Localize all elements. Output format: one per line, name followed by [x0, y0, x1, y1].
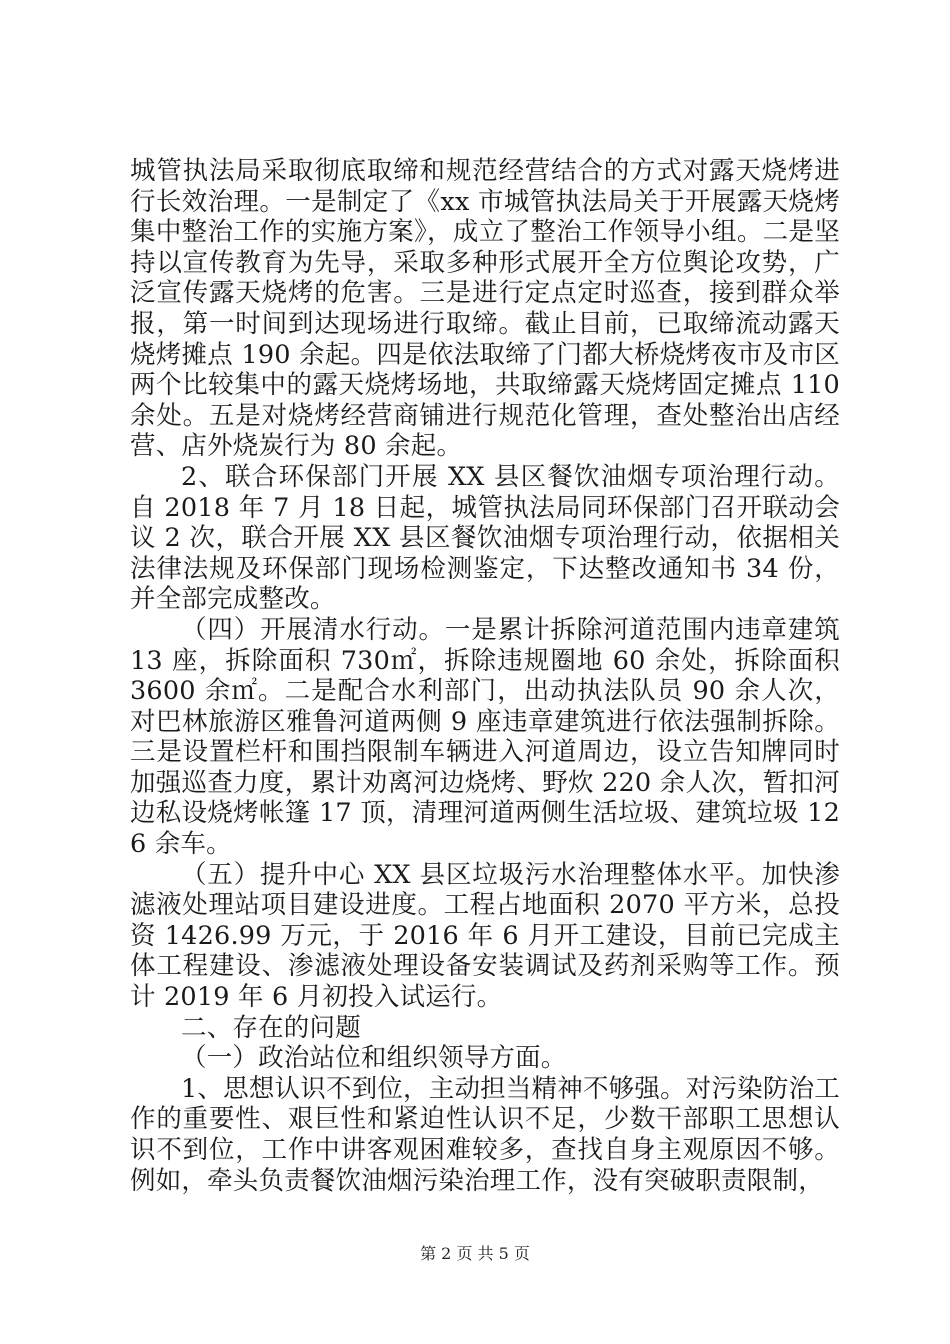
page-number-footer: 第 2 页 共 5 页	[420, 1244, 530, 1263]
paragraph-garbage-sewage-treatment: （五）提升中心 XX 县区垃圾污水治理整体水平。加快渗滤液处理站项目建设进度。工程占地面积 2070 平方米，总投资 1426.99 万元，于 2016 年 6 月开工建设，目前已完成主体工程建设、渗滤液处理设备安装调试及药剂采购等工作。预计 2019 年 6 月初投入试运行。	[130, 859, 840, 1013]
paragraph-outdoor-bbq-governance: 城管执法局采取彻底取缔和规范经营结合的方式对露天烧烤进行长效治理。一是制定了《xx 市城管执法局关于开展露天烧烤集中整治工作的实施方案》，成立了整治工作领导小组。二是坚持以宣传教育为先导，采取多种形式展开全方位舆论攻势，广泛宣传露天烧烤的危害。三是进行定点定时巡查，接到群众举报，第一时间到达现场进行取缔。截止目前，已取缔流动露天烧烤摊点 190 余起。四是依法取缔了门都大桥烧烤夜市及市区两个比较集中的露天烧烤场地，共取缔露天烧烤固定摊点 110 余处。五是对烧烤经营商铺进行规范化管理，查处整治出店经营、店外烧炭行为 80 余起。	[130, 156, 840, 462]
paragraph-clear-water-action: （四）开展清水行动。一是累计拆除河道范围内违章建筑 13 座，拆除面积 730㎡，拆除违规圈地 60 余处，拆除面积 3600 余㎡。二是配合水利部门，出动执法队员 90 余人次，对巴林旅游区雅鲁河道两侧 9 座违章建筑进行依法强制拆除。三是设置栏杆和围挡限制车辆进入河道周边，设立告知牌同时加强巡查力度，累计劝离河边烧烤、野炊 220 余人次，暂扣河边私设烧烤帐篷 17 顶，清理河道两侧生活垃圾、建筑垃圾 126 余车。	[130, 614, 840, 860]
section-heading-existing-problems: 二、存在的问题	[181, 1012, 361, 1043]
subheading-political-leadership: （一）政治站位和组织领导方面。	[181, 1043, 567, 1074]
document-body	[130, 156, 840, 1196]
paragraph-catering-fume-action: 2、联合环保部门开展 XX 县区餐饮油烟专项治理行动。自 2018 年 7 月 18 日起，城管执法局同环保部门召开联动会议 2 次，联合开展 XX 县区餐饮油烟专项治理行动，依据相关法律法规及环保部门现场检测鉴定，下达整改通知书 34 份，并全部完成整改。	[130, 461, 840, 615]
paragraph-ideological-awareness: 1、思想认识不到位，主动担当精神不够强。对污染防治工作的重要性、艰巨性和紧迫性认识不足，少数干部职工思想认识不到位，工作中讲客观困难较多，查找自身主观原因不够。例如，牵头负责餐饮油烟污染治理工作，没有突破职责限制，	[130, 1073, 840, 1196]
